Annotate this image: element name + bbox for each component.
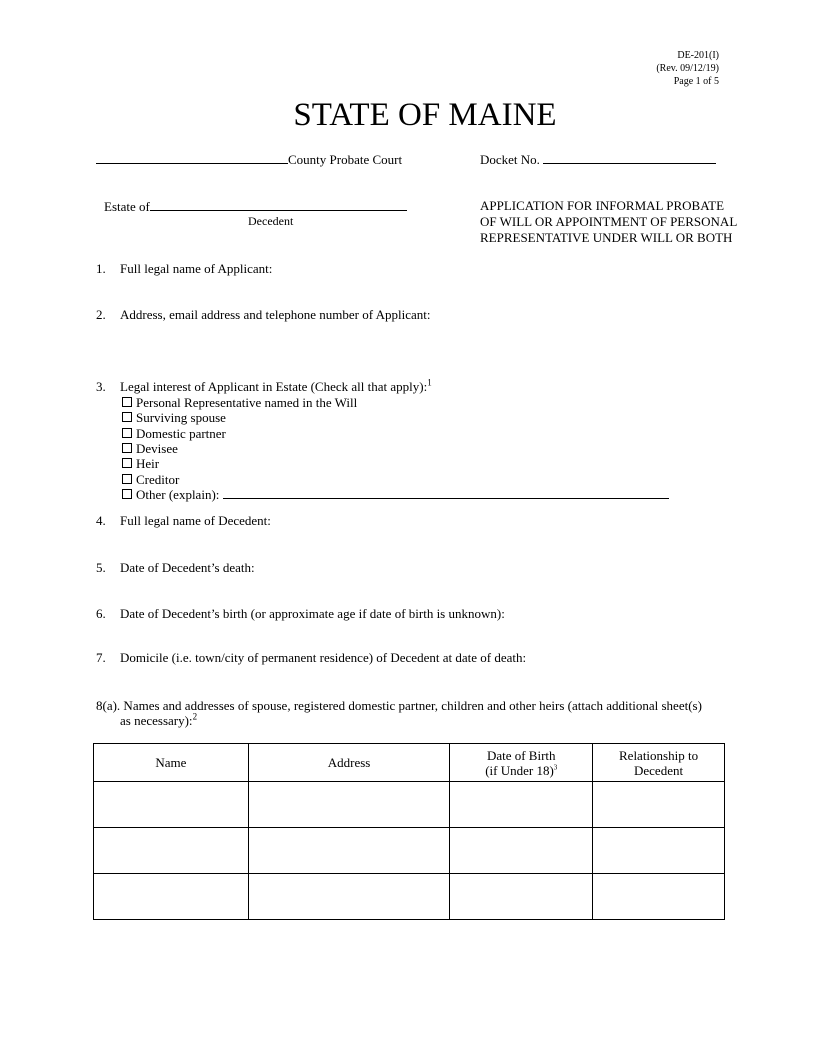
option-label: Domestic partner <box>136 426 226 441</box>
table-row <box>94 828 725 874</box>
option-label: Other (explain): <box>136 487 220 502</box>
checkbox-icon[interactable] <box>122 428 132 438</box>
q3-text: Legal interest of Applicant in Estate (Check all that apply): <box>120 379 428 394</box>
docket-blank[interactable] <box>543 152 716 164</box>
col-header-name: Name <box>94 744 249 782</box>
form-number: DE-201(I) <box>677 50 719 61</box>
option-label: Devisee <box>136 441 178 456</box>
q7-number: 7. <box>96 650 106 665</box>
checkbox-icon[interactable] <box>122 458 132 468</box>
other-explain-blank[interactable] <box>223 487 669 499</box>
checkbox-surviving-spouse[interactable] <box>122 410 226 425</box>
option-label: Heir <box>136 456 160 471</box>
q8a-label-line1: 8(a). Names and addresses of spouse, registered domestic partner, children and other heirs (attach additional sheet(s) <box>96 698 702 713</box>
checkbox-other[interactable] <box>122 487 669 502</box>
revision-date: (Rev. 09/12/19) <box>656 63 719 74</box>
cell-dob[interactable] <box>450 874 593 920</box>
county-court-label: County Probate Court <box>288 152 403 167</box>
form-title-line2: OF WILL OR APPOINTMENT OF PERSONAL <box>480 214 738 229</box>
rel-line2: Decedent <box>634 762 684 778</box>
q1-number: 1. <box>96 261 106 276</box>
cell-name[interactable] <box>94 782 249 828</box>
estate-blank[interactable] <box>150 199 407 211</box>
q3-label <box>120 379 432 394</box>
q3-number: 3. <box>96 379 106 394</box>
county-court-field <box>96 152 402 167</box>
option-label: Surviving spouse <box>136 410 226 425</box>
page-indicator: Page 1 of 5 <box>673 76 719 87</box>
county-blank[interactable] <box>96 152 288 164</box>
checkbox-personal-representative[interactable] <box>122 395 357 410</box>
docket-field <box>480 152 716 167</box>
docket-label: Docket No. <box>480 152 540 167</box>
checkbox-heir[interactable] <box>122 456 159 471</box>
cell-relationship[interactable] <box>593 874 725 920</box>
checkbox-icon[interactable] <box>122 489 132 499</box>
q8a-footnote: 2 <box>192 711 198 722</box>
cell-dob[interactable] <box>450 782 593 828</box>
form-title-line3: REPRESENTATIVE UNDER WILL OR BOTH <box>480 230 733 245</box>
checkbox-devisee[interactable] <box>122 441 178 456</box>
q4-label: Full legal name of Decedent: <box>120 513 271 528</box>
q8a-text: as necessary): <box>120 713 193 728</box>
form-title-line1: APPLICATION FOR INFORMAL PROBATE <box>480 198 725 213</box>
table-row <box>94 782 725 828</box>
page-title: STATE OF MAINE <box>293 97 557 133</box>
cell-dob[interactable] <box>450 828 593 874</box>
cell-name[interactable] <box>94 874 249 920</box>
col-header-dob <box>450 744 593 782</box>
q2-label: Address, email address and telephone number of Applicant: <box>120 307 431 322</box>
cell-address[interactable] <box>248 874 450 920</box>
checkbox-icon[interactable] <box>122 397 132 407</box>
dob-line2: (if Under 18) <box>485 762 554 778</box>
q2-number: 2. <box>96 307 106 322</box>
q1-label: Full legal name of Applicant: <box>120 261 273 276</box>
checkbox-domestic-partner[interactable] <box>122 426 226 441</box>
option-label: Personal Representative named in the Will <box>136 395 358 410</box>
checkbox-creditor[interactable] <box>122 472 179 487</box>
estate-label: Estate of <box>104 199 150 214</box>
cell-relationship[interactable] <box>593 782 725 828</box>
checkbox-icon[interactable] <box>122 443 132 453</box>
q7-label: Domicile (i.e. town/city of permanent residence) of Decedent at date of death: <box>120 650 527 665</box>
estate-field <box>104 199 407 214</box>
q5-label: Date of Decedent’s death: <box>120 560 255 575</box>
table-header-row <box>94 744 725 782</box>
q6-number: 6. <box>96 606 106 621</box>
rel-line1: Relationship to <box>619 747 699 763</box>
cell-name[interactable] <box>94 828 249 874</box>
checkbox-icon[interactable] <box>122 412 132 422</box>
q8a-label-line2 <box>120 713 197 728</box>
cell-relationship[interactable] <box>593 828 725 874</box>
q5-number: 5. <box>96 560 106 575</box>
checkbox-icon[interactable] <box>122 474 132 484</box>
table-row <box>94 874 725 920</box>
dob-footnote: 3 <box>553 763 558 772</box>
heirs-table <box>93 743 725 920</box>
decedent-caption: Decedent <box>248 214 294 228</box>
col-header-address: Address <box>248 744 450 782</box>
q4-number: 4. <box>96 513 106 528</box>
q6-label: Date of Decedent’s birth (or approximate age if date of birth is unknown): <box>120 606 505 621</box>
dob-line1: Date of Birth <box>486 747 556 763</box>
cell-address[interactable] <box>248 782 450 828</box>
cell-address[interactable] <box>248 828 450 874</box>
col-header-relationship <box>593 744 725 782</box>
q3-footnote: 1 <box>427 377 432 388</box>
option-label: Creditor <box>136 472 180 487</box>
